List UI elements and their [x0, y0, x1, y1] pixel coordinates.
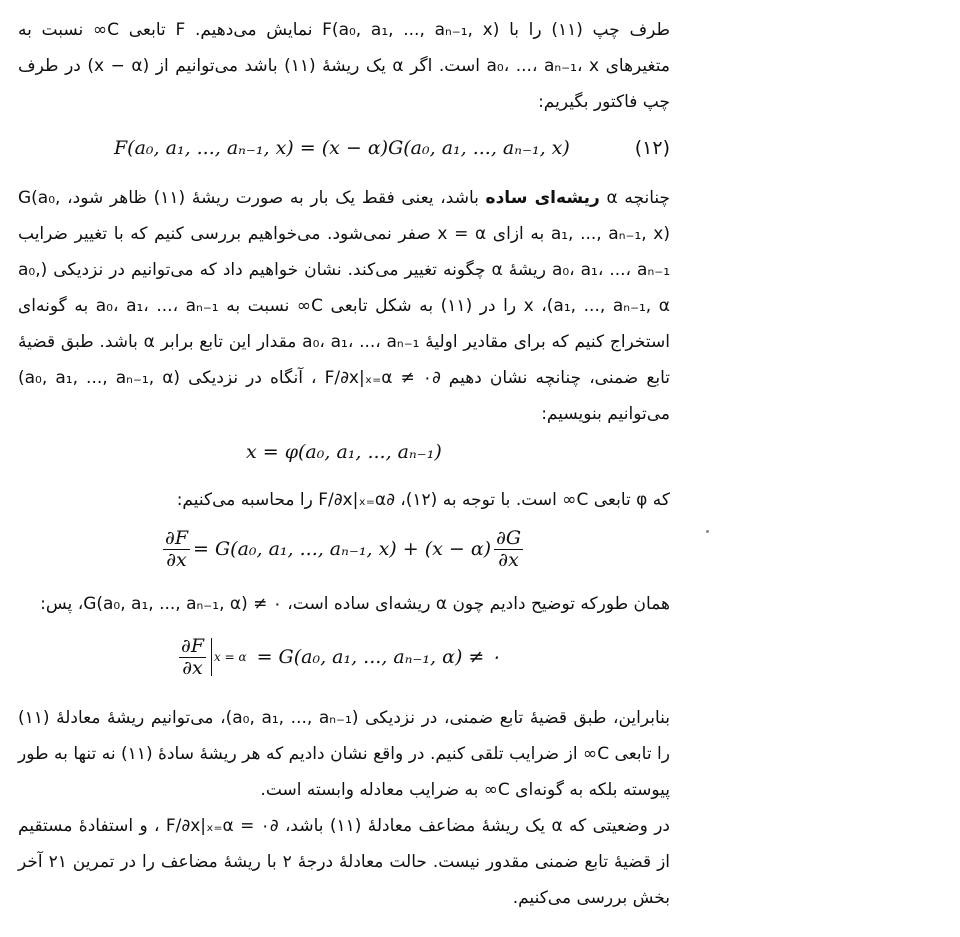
paragraph-6: در وضعیتی که α یک ریشهٔ مضاعف معادلهٔ (۱۱) باشد، ∂F/∂x|ₓ₌α = ۰ ، و استفادهٔ مستقیم از قضیهٔ تابع ضمنی مقدور نیست. حالت معادلهٔ درجهٔ ۲ با ریشهٔ مضاعف را در تمرین ۲۱ آخر بخش بررسی می‌کنیم. — [18, 816, 670, 908]
page-speck — [706, 530, 709, 533]
equation-dfdx — [18, 518, 670, 580]
paragraph-5: بنابراین، طبق قضیهٔ تابع ضمنی، در نزدیکی (a₀, a₁, ..., aₙ₋₁)، می‌توانیم ریشهٔ معادلهٔ (۱۱) را تابعی C∞ از ضرایب تلقی کنیم. در واقع نشان دادیم که هر ریشهٔ سادهٔ (۱۱) نه تنها به طور پیوسته بلکه به گونه‌ای C∞ به ضرایب معادله وابسته است. — [18, 708, 670, 800]
equation-phi — [18, 432, 670, 472]
paragraph-2-part-c: باشد، یعنی فقط یک بار به صورت ریشهٔ (۱۱) ظاهر شود، G(a₀, a₁, ..., aₙ₋₁, x) به ازای x = α صفر نمی‌شود. می‌خواهیم بررسی کنیم که با تغییر ضرایب a₀، a₁، ...، aₙ₋₁ ریشهٔ α چگونه تغییر می‌کند. نشان خواهیم داد که می‌توانیم در نزدیکی (a₀, a₁, ..., aₙ₋₁, α)، x را در (۱۱) به شکل تابعی C∞ نسبت به a₀، a₁، ...، aₙ₋₁ به گونه‌ای استخراج کنیم که برای مقادیر اولیهٔ a₀، a₁، ...، aₙ₋₁ مقدار این تابع برابر α باشد. طبق قضیهٔ تابع ضمنی، چنانچه نشان دهیم ∂F/∂x|ₓ₌α ≠ ۰ ، آنگاه در نزدیکی (a₀, a₁, ..., aₙ₋₁, α) می‌توانیم بنویسیم: — [18, 188, 671, 424]
equation-final — [18, 622, 670, 692]
fraction-df-dx — [163, 528, 190, 571]
paragraph-3: که φ تابعی C∞ است. با توجه به (۱۲)، ∂F/∂x|ₓ₌α را محاسبه می‌کنیم: — [176, 490, 670, 510]
evaluation-bar — [211, 638, 212, 676]
evaluation-subscript: x = α — [214, 650, 247, 664]
equation-12-body: F(a₀, a₁, ..., aₙ₋₁, x) = (x − α)G(a₀, a₁, ..., aₙ₋₁, x) — [114, 137, 570, 159]
equation-12 — [18, 124, 670, 172]
fraction-final-denominator: ∂x — [182, 656, 203, 679]
fraction-dg-numerator: ∂G — [496, 526, 522, 549]
equation-final-right: = G(a₀, a₁, ..., aₙ₋₁, α) ≠ ۰ — [256, 646, 501, 668]
page-body — [18, 12, 670, 916]
fraction-dg-denominator: ∂x — [498, 548, 519, 571]
fraction-df-denominator: ∂x — [166, 548, 187, 571]
equation-dfdx-middle: = G(a₀, a₁, ..., aₙ₋₁, x) + (x − α) — [193, 538, 492, 560]
paragraph-2 — [18, 180, 670, 432]
fraction-final-numerator: ∂F — [181, 634, 205, 657]
equation-phi-body: x = φ(a₀, a₁, ..., aₙ₋₁) — [246, 441, 442, 463]
equation-12-number: (۱۲) — [634, 137, 670, 159]
fraction-dg-dx — [494, 528, 523, 571]
paragraph-4: همان طورکه توضیح دادیم چون α ریشه‌ای ساده است، G(a₀, a₁, ..., aₙ₋₁, α) ≠ ۰، پس: — [40, 594, 670, 614]
paragraph-2-bold: ریشه‌ای ساده — [485, 188, 600, 208]
fraction-df-numerator: ∂F — [165, 526, 189, 549]
fraction-df-dx-final — [179, 636, 206, 679]
paragraph-2-part-a: چنانچه α — [606, 188, 671, 208]
paragraph-1: طرف چپ (۱۱) را با F(a₀, a₁, ..., aₙ₋₁, x) نمایش می‌دهیم. F تابعی C∞ نسبت به متغیرهای a₀، ...، aₙ₋₁، x است. اگر α یک ریشهٔ (۱۱) باشد می‌توانیم از (x − α) در طرف چپ فاکتور بگیریم: — [18, 20, 670, 112]
